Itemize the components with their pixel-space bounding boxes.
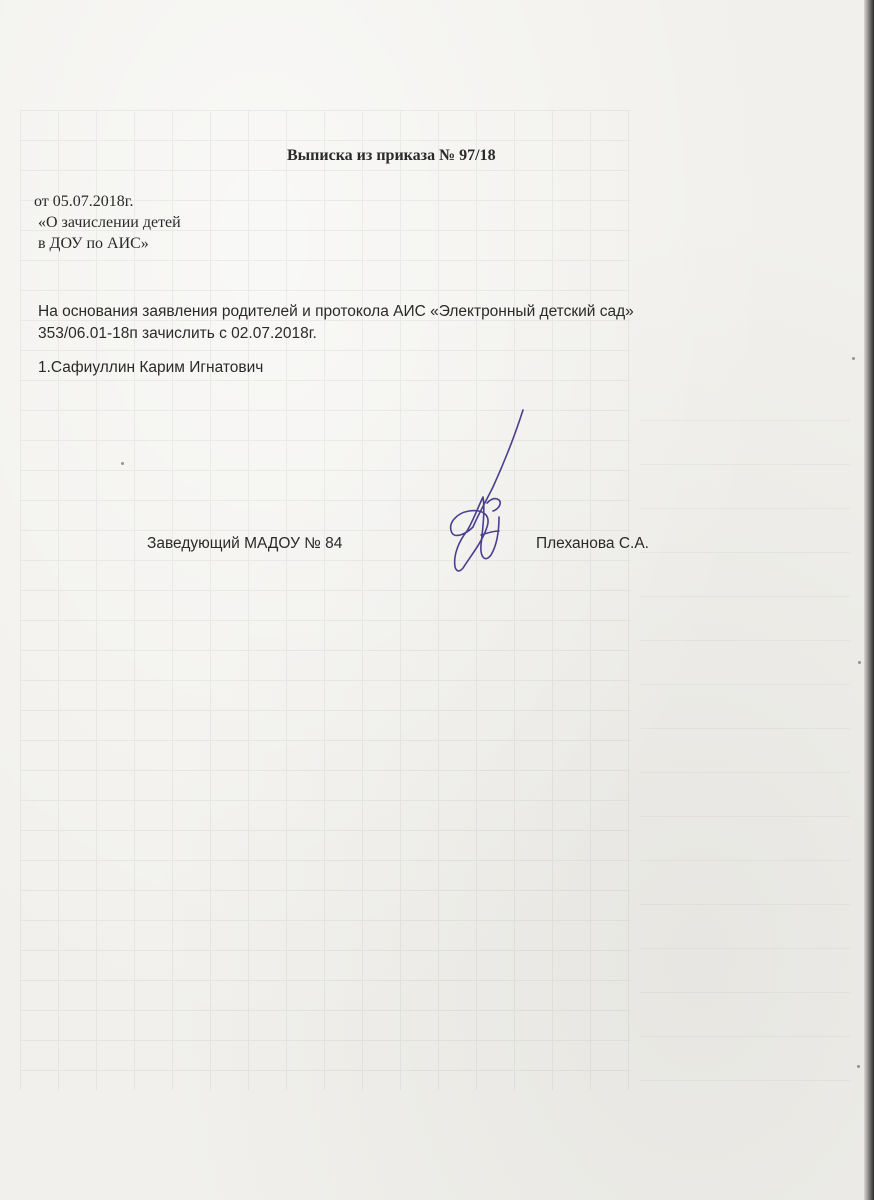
order-date: от 05.07.2018г. bbox=[34, 193, 134, 210]
order-subject-line-1: «О зачислении детей bbox=[38, 214, 181, 231]
paper-speck bbox=[852, 357, 855, 360]
bleed-through-table bbox=[20, 110, 630, 1090]
order-meta bbox=[34, 191, 181, 254]
basis-line-2: 353/06.01-18п зачислить с 02.07.2018г. bbox=[38, 325, 317, 342]
paper-speck bbox=[121, 462, 124, 465]
scan-edge bbox=[864, 0, 874, 1200]
signatory-name: Плеханова С.А. bbox=[536, 535, 649, 552]
enrolled-child-entry: 1.Сафиуллин Карим Игнатович bbox=[38, 359, 264, 376]
order-basis bbox=[38, 301, 634, 345]
order-subject-line-2: в ДОУ по АИС» bbox=[38, 235, 149, 252]
paper-speck bbox=[858, 661, 861, 664]
signatory-position: Заведующий МАДОУ № 84 bbox=[147, 535, 343, 552]
document-title: Выписка из приказа № 97/18 bbox=[287, 147, 496, 164]
basis-line-1: На основания заявления родителей и протокола АИС «Электронный детский сад» bbox=[38, 303, 634, 320]
paper-speck bbox=[857, 1065, 860, 1068]
bleed-through-lines bbox=[640, 420, 850, 1100]
signature-icon bbox=[425, 405, 545, 580]
